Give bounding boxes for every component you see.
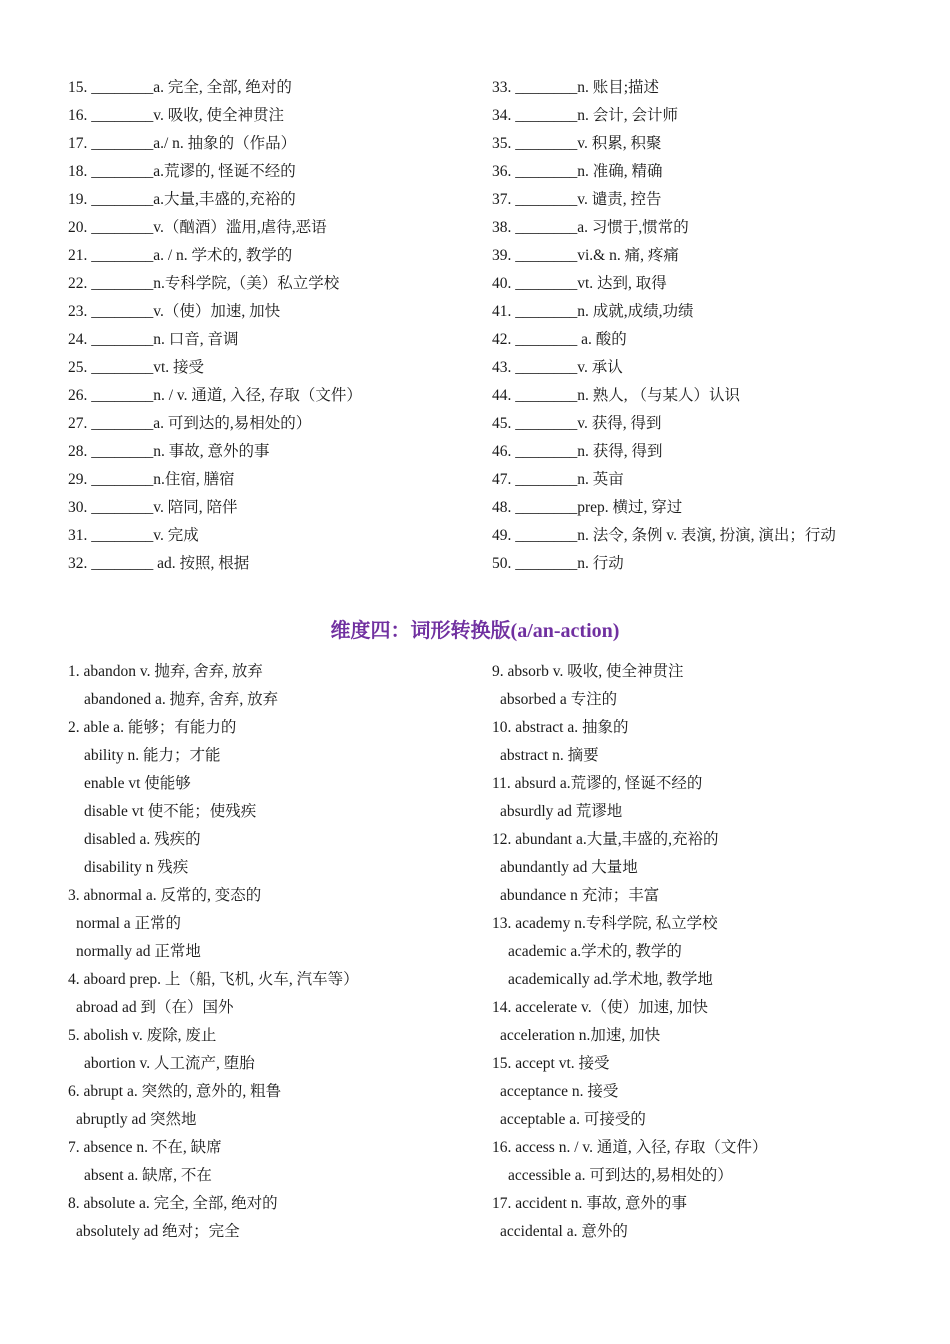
- headword-entry: 17. accident n. 事故, 意外的事: [492, 1195, 688, 1212]
- vocab-item: 18. ________a.荒谬的, 怪诞不经的: [68, 163, 296, 180]
- vocab-item: 16. ________v. 吸收, 使全神贯注: [68, 107, 284, 124]
- section-heading: 维度四：词形转换版(a/an-action): [330, 620, 620, 642]
- vocab-item: 44. ________n. 熟人, （与某人）认识: [492, 387, 741, 404]
- word-form: abundance n 充沛；丰富: [500, 887, 660, 904]
- headword-entry: 9. absorb v. 吸收, 使全神贯注: [492, 663, 684, 680]
- headword-entry: 12. abundant a.大量,丰盛的,充裕的: [492, 831, 719, 848]
- fill-in-list-left: [68, 74, 362, 578]
- headword-entry: 11. absurd a.荒谬的, 怪诞不经的: [492, 775, 703, 792]
- headword-entry: 1. abandon v. 抛弃, 舍弃, 放弃: [68, 663, 263, 680]
- vocab-item: 38. ________a. 习惯于,惯常的: [492, 219, 689, 236]
- word-form: abroad ad 到（在）国外: [76, 999, 234, 1016]
- vocab-item: 47. ________n. 英亩: [492, 471, 624, 488]
- headword-entry: 8. absolute a. 完全, 全部, 绝对的: [68, 1195, 278, 1212]
- vocab-item: 37. ________v. 谴责, 控告: [492, 191, 662, 208]
- headword-entry: 5. abolish v. 废除, 废止: [68, 1027, 217, 1044]
- word-form: absurdly ad 荒谬地: [500, 803, 623, 820]
- word-form: ability n. 能力；才能: [84, 747, 221, 764]
- word-form: disable vt 使不能；使残疾: [84, 803, 257, 820]
- vocab-item: 40. ________vt. 达到, 取得: [492, 275, 667, 292]
- word-form: absent a. 缺席, 不在: [84, 1167, 212, 1184]
- headword-entry: 13. academy n.专科学院, 私立学校: [492, 915, 718, 932]
- vocab-item: 35. ________v. 积累, 积聚: [492, 135, 662, 152]
- word-form: abortion v. 人工流产, 堕胎: [84, 1055, 255, 1072]
- headword-entry: 16. access n. / v. 通道, 入径, 存取（文件）: [492, 1139, 768, 1156]
- word-form: academic a.学术的, 教学的: [508, 943, 682, 960]
- vocab-item: 36. ________n. 准确, 精确: [492, 163, 663, 180]
- word-form: acceleration n.加速, 加快: [500, 1027, 661, 1044]
- word-form: abundantly ad 大量地: [500, 859, 638, 876]
- vocab-item: 19. ________a.大量,丰盛的,充裕的: [68, 191, 296, 208]
- word-form: abandoned a. 抛弃, 舍弃, 放弃: [84, 691, 279, 708]
- word-form: abstract n. 摘要: [500, 747, 599, 764]
- word-forms-list-left: [68, 658, 359, 1246]
- vocab-item: 46. ________n. 获得, 得到: [492, 443, 663, 460]
- vocab-item: 45. ________v. 获得, 得到: [492, 415, 662, 432]
- vocab-item: 25. ________vt. 接受: [68, 359, 205, 376]
- headword-entry: 7. absence n. 不在, 缺席: [68, 1139, 222, 1156]
- word-forms-list-right: [492, 658, 767, 1246]
- word-form: acceptance n. 接受: [500, 1083, 619, 1100]
- vocab-item: 49. ________n. 法令, 条例 v. 表演, 扮演, 演出；行动: [492, 527, 836, 544]
- headword-entry: 10. abstract a. 抽象的: [492, 719, 629, 736]
- vocab-item: 30. ________v. 陪同, 陪伴: [68, 499, 238, 516]
- headword-entry: 4. aboard prep. 上（船, 飞机, 火车, 汽车等）: [68, 971, 359, 988]
- word-form: absolutely ad 绝对；完全: [76, 1223, 240, 1240]
- word-form: abruptly ad 突然地: [76, 1111, 197, 1128]
- vocab-item: 43. ________v. 承认: [492, 359, 623, 376]
- headword-entry: 14. accelerate v.（使）加速, 加快: [492, 999, 708, 1016]
- vocab-item: 31. ________v. 完成: [68, 527, 199, 544]
- word-form: normally ad 正常地: [76, 943, 201, 960]
- headword-entry: 15. accept vt. 接受: [492, 1055, 610, 1072]
- vocab-item: 41. ________n. 成就,成绩,功绩: [492, 303, 694, 320]
- vocab-item: 27. ________a. 可到达的,易相处的）: [68, 415, 312, 432]
- vocab-item: 24. ________n. 口音, 音调: [68, 331, 239, 348]
- vocab-item: 39. ________vi.& n. 痛, 疼痛: [492, 247, 679, 264]
- word-form: accessible a. 可到达的,易相处的）: [508, 1167, 733, 1184]
- vocab-item: 48. ________prep. 横过, 穿过: [492, 499, 683, 516]
- vocab-item: 20. ________v.（酗酒）滥用,虐待,恶语: [68, 219, 327, 236]
- vocab-item: 17. ________a./ n. 抽象的（作品）: [68, 135, 297, 152]
- word-form: acceptable a. 可接受的: [500, 1111, 646, 1128]
- word-form: disability n 残疾: [84, 859, 189, 876]
- vocab-item: 33. ________n. 账目;描述: [492, 79, 660, 96]
- vocab-item: 28. ________n. 事故, 意外的事: [68, 443, 270, 460]
- vocab-item: 34. ________n. 会计, 会计师: [492, 107, 679, 124]
- headword-entry: 2. able a. 能够；有能力的: [68, 719, 237, 736]
- vocab-item: 42. ________ a. 酸的: [492, 331, 627, 348]
- vocab-item: 50. ________n. 行动: [492, 555, 624, 572]
- vocab-item: 22. ________n.专科学院,（美）私立学校: [68, 275, 340, 292]
- word-form: academically ad.学术地, 教学地: [508, 971, 713, 988]
- fill-in-list-right: [492, 74, 836, 578]
- vocab-item: 29. ________n.住宿, 膳宿: [68, 471, 235, 488]
- headword-entry: 6. abrupt a. 突然的, 意外的, 粗鲁: [68, 1083, 282, 1100]
- word-form: enable vt 使能够: [84, 775, 191, 792]
- vocab-item: 21. ________a. / n. 学术的, 教学的: [68, 247, 293, 264]
- word-form: disabled a. 残疾的: [84, 831, 201, 848]
- word-form: accidental a. 意外的: [500, 1223, 628, 1240]
- word-form: normal a 正常的: [76, 915, 182, 932]
- vocab-item: 23. ________v.（使）加速, 加快: [68, 303, 281, 320]
- vocab-item: 26. ________n. / v. 通道, 入径, 存取（文件）: [68, 387, 362, 404]
- headword-entry: 3. abnormal a. 反常的, 变态的: [68, 887, 262, 904]
- vocab-item: 32. ________ ad. 按照, 根据: [68, 555, 250, 572]
- vocab-item: 15. ________a. 完全, 全部, 绝对的: [68, 79, 292, 96]
- word-form: absorbed a 专注的: [500, 691, 618, 708]
